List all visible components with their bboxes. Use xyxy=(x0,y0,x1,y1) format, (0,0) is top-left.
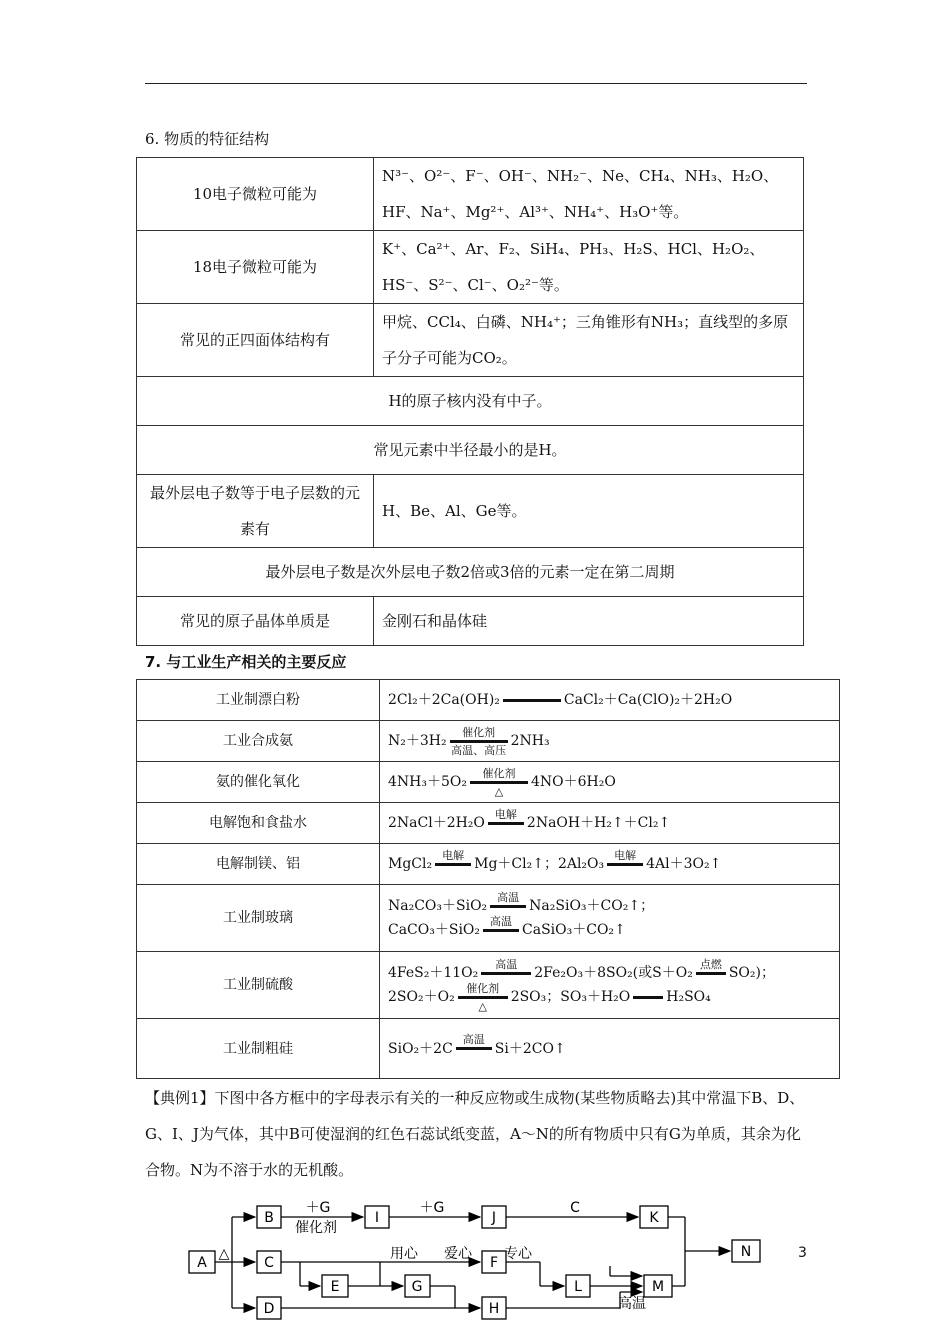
row-label: 最外层电子数等于电子层数的元素有 xyxy=(137,475,374,548)
reaction-arrow: 高温 xyxy=(490,905,526,908)
row-label: 工业制粗硅 xyxy=(137,1019,380,1079)
box-label: G xyxy=(411,1279,423,1295)
box-label: F xyxy=(489,1255,499,1271)
row-label: 工业制玻璃 xyxy=(137,885,380,952)
box-label: C xyxy=(264,1255,274,1271)
row-label: 常见的正四面体结构有 xyxy=(137,304,374,377)
arrow-label: ＋G xyxy=(305,1200,331,1216)
page-number: 3 xyxy=(798,1245,807,1261)
row-value: N³⁻、O²⁻、F⁻、OH⁻、NH₂⁻、Ne、CH₄、NH₃、H₂O、HF、Na⁺、Mg²⁺、Al³⁺、NH₄⁺、H₃O⁺等。 xyxy=(374,158,804,231)
arrow-label: C xyxy=(570,1200,580,1216)
box-label: M xyxy=(651,1279,665,1295)
row-label: 工业制硫酸 xyxy=(137,952,380,1019)
reaction-arrow: 高温 xyxy=(481,972,531,975)
box-label: E xyxy=(330,1279,340,1295)
box-label: K xyxy=(649,1210,659,1226)
row-full: 常见元素中半径最小的是H。 xyxy=(137,426,804,475)
box-label: H xyxy=(488,1301,500,1317)
row-label: 18电子微粒可能为 xyxy=(137,231,374,304)
reaction-arrow: 高温 xyxy=(483,929,519,932)
row-label: 工业合成氨 xyxy=(137,721,380,762)
arrow-label: 高温 xyxy=(618,1296,646,1312)
equation: Na₂CO₃＋SiO₂ 高温 Na₂SiO₃＋CO₂↑； CaCO₃＋SiO₂ 高温 CaSiO₃＋CO₂↑ xyxy=(380,885,840,952)
watermark-text: 用心 xyxy=(390,1246,418,1262)
box-label: I xyxy=(374,1210,380,1226)
box-label: A xyxy=(197,1255,207,1271)
row-label: 常见的原子晶体单质是 xyxy=(137,597,374,646)
equation: SiO₂＋2C 高温 Si＋2CO↑ xyxy=(380,1019,840,1079)
arrow-label: ＋G xyxy=(419,1200,445,1216)
arrow-label: △ xyxy=(218,1246,230,1262)
row-label: 10电子微粒可能为 xyxy=(137,158,374,231)
example-paragraph: 【典例1】下图中各方框中的字母表示有关的一种反应物或生成物(某些物质略去)其中常温下B、D、G、I、J为气体，其中B可使湿润的红色石蕊试纸变蓝，A～N的所有物质中只有G为单质，其余为化合物。N为不溶于水的无机酸。 xyxy=(145,1089,805,1179)
reaction-arrow: 电解 xyxy=(435,863,471,866)
box-label: B xyxy=(264,1210,274,1226)
row-label: 工业制漂白粉 xyxy=(137,680,380,721)
reaction-arrow: 催化剂 高温、高压 xyxy=(451,725,507,757)
row-full: 最外层电子数是次外层电子数2倍或3倍的元素一定在第二周期 xyxy=(137,548,804,597)
equation: N₂＋3H₂ 催化剂 高温、高压 2NH₃ xyxy=(380,721,840,762)
reaction-arrow: 电解 xyxy=(607,863,643,866)
box-label: N xyxy=(740,1244,752,1260)
row-full: H的原子核内没有中子。 xyxy=(137,377,804,426)
row-label: 电解制镁、铝 xyxy=(137,844,380,885)
row-value: 金刚石和晶体硅 xyxy=(374,597,804,646)
watermark-text: 专心 xyxy=(504,1246,532,1262)
arrow-label: 催化剂 xyxy=(295,1220,337,1236)
equation: 2Cl₂＋2Ca(OH)₂ CaCl₂＋Ca(ClO)₂＋2H₂O xyxy=(380,680,840,721)
reaction-arrow: 高温 xyxy=(456,1047,492,1050)
section-7-title: 7. 与工业生产相关的主要反应 xyxy=(145,653,347,671)
row-value: H、Be、Al、Ge等。 xyxy=(374,475,804,548)
reaction-arrow: 电解 xyxy=(488,822,524,825)
row-label: 电解饱和食盐水 xyxy=(137,803,380,844)
reaction-arrow: 催化剂 △ xyxy=(470,781,528,784)
box-label: J xyxy=(491,1210,497,1226)
equation: 4FeS₂＋11O₂ 高温 2Fe₂O₃＋8SO₂(或S＋O₂ 点燃 SO₂)； 2SO₂＋O₂ 催化剂 △ 2SO₃；SO₃＋H₂O H₂SO₄ xyxy=(380,952,840,1019)
box-label: L xyxy=(574,1279,582,1295)
section-6-title: 6. 物质的特征结构 xyxy=(145,130,270,148)
row-value: K⁺、Ca²⁺、Ar、F₂、SiH₄、PH₃、H₂S、HCl、H₂O₂、HS⁻、S²⁻、Cl⁻、O₂²⁻等。 xyxy=(374,231,804,304)
reaction-arrow: 点燃 xyxy=(696,972,726,975)
equation: MgCl₂ 电解 Mg＋Cl₂↑；2Al₂O₃ 电解 4Al＋3O₂↑ xyxy=(380,844,840,885)
row-label: 氨的催化氧化 xyxy=(137,762,380,803)
watermark-text: 爱心 xyxy=(444,1246,472,1262)
equation: 2NaCl＋2H₂O 电解 2NaOH＋H₂↑＋Cl₂↑ xyxy=(380,803,840,844)
row-value: 甲烷、CCl₄、白磷、NH₄⁺；三角锥形有NH₃；直线型的多原子分子可能为CO₂。 xyxy=(374,304,804,377)
box-label: D xyxy=(263,1301,275,1317)
equation: 4NH₃＋5O₂ 催化剂 △ 4NO＋6H₂O xyxy=(380,762,840,803)
reaction-arrow: 催化剂 △ xyxy=(458,996,508,999)
